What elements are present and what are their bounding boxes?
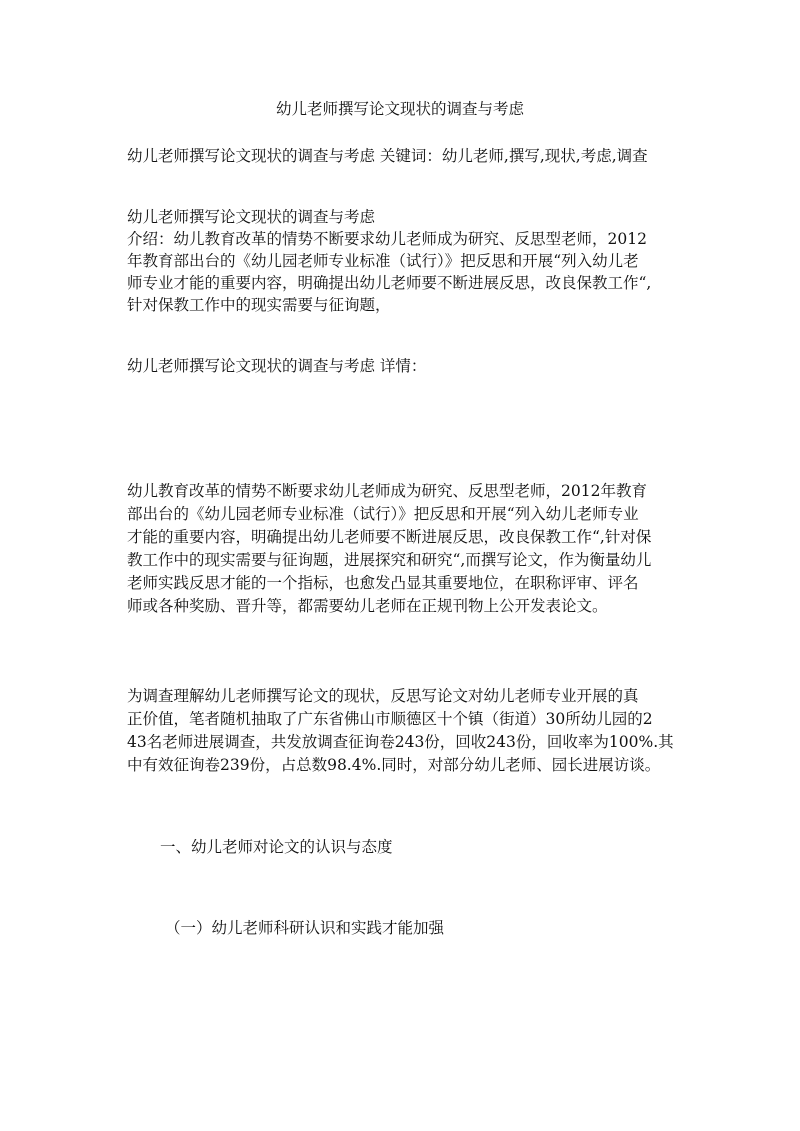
intro-line: 师专业才能的重要内容，明确提出幼儿老师要不断进展反思，改良保教工作“,: [127, 274, 652, 292]
paragraph-line: 教工作中的现实需要与征询题，进展探究和研究“,而撰写论文，作为衡量幼儿: [127, 551, 652, 569]
paragraph-line: 部出台的《幼儿园老师专业标准（试行）》把反思和开展“列入幼儿老师专业: [127, 505, 639, 523]
paragraph-line: 为调查理解幼儿老师撰写论文的现状，反思写论文对幼儿老师专业开展的真: [127, 687, 639, 705]
paragraph-line: 才能的重要内容，明确提出幼儿老师要不断进展反思，改良保教工作“,针对保: [127, 528, 652, 546]
intro-line: 针对保教工作中的现实需要与征询题，: [127, 296, 391, 314]
intro-line: 介绍：幼儿教育改革的情势不断要求幼儿老师成为研究、反思型老师，2012: [127, 230, 647, 248]
paragraph-line: 正价值，笔者随机抽取了广东省佛山市顺德区十个镇（街道）30所幼儿园的2: [127, 710, 653, 728]
details-heading: 幼儿老师撰写论文现状的调查与考虑 详情：: [127, 357, 427, 375]
paragraph-line: 老师实践反思才能的一个指标，也愈发凸显其重要地位，在职称评审、评名: [127, 574, 639, 592]
paragraph-line: 幼儿教育改革的情势不断要求幼儿老师成为研究、反思型老师，2012年教育: [127, 482, 647, 500]
section-heading: 一、幼儿老师对论文的认识与态度: [160, 838, 393, 856]
intro-line: 年教育部出台的《幼儿园老师专业标准（试行）》把反思和开展“列入幼儿老: [127, 252, 639, 270]
subsection-heading: （一）幼儿老师科研认识和实践才能加强: [165, 919, 445, 937]
paragraph-line: 师或各种奖励、晋升等，都需要幼儿老师在正规刊物上公开发表论文。: [127, 597, 608, 615]
paragraph-line: 中有效征询卷239份，占总数98.4%.同时，对部分幼儿老师、园长进展访谈。: [127, 756, 661, 774]
keywords-line: 幼儿老师撰写论文现状的调查与考虑 关键词：幼儿老师,撰写,现状,考虑,调查: [127, 147, 648, 165]
document-title: 幼儿老师撰写论文现状的调查与考虑: [275, 100, 524, 118]
intro-heading: 幼儿老师撰写论文现状的调查与考虑: [127, 208, 376, 226]
paragraph-line: 43名老师进展调查，共发放调查征询卷243份，回收243份，回收率为100%.其: [127, 733, 674, 751]
